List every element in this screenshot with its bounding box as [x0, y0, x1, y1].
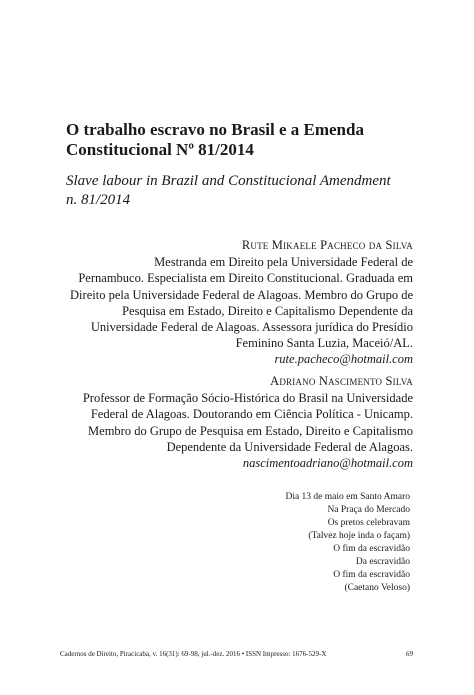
epigraph-line: Na Praça do Mercado	[327, 505, 410, 515]
author-bio-line: Dependente da Universidade Federal de Alagoas.	[166, 439, 413, 454]
page-number: 69	[406, 650, 413, 658]
page-footer	[60, 650, 413, 659]
author-bio-line: Pesquisa em Estado, Direito e Capitalismo Dependente da	[122, 303, 413, 318]
footer-citation: Cadernos de Direito, Piracicaba, v. 16(31): 69-98, jul.-dez. 2016 • ISSN Impresso: 1676-529-X	[60, 650, 327, 658]
subtitle-line: n. 81/2014	[66, 192, 131, 208]
author-name: Adriano Nascimento Silva	[270, 374, 413, 388]
author-block	[60, 237, 413, 368]
title-line: Constitucional Nº 81/2014	[66, 140, 254, 159]
subtitle-line: Slave labour in Brazil and Constitucional Amendment	[66, 173, 391, 189]
author-bio-line: Universidade Federal de Alagoas. Assessora jurídica do Presídio	[90, 320, 413, 335]
epigraph-line: O fim da escravidão	[333, 544, 410, 554]
author-block	[60, 373, 413, 471]
epigraph	[240, 491, 410, 595]
epigraph-line: Da escravidão	[355, 557, 410, 567]
author-bio-line: Pernambuco. Especialista em Direito Constitucional. Graduada em	[78, 271, 413, 286]
epigraph-attribution: (Caetano Veloso)	[344, 583, 410, 593]
author-bio-line: Membro do Grupo de Pesquisa em Estado, Direito e Capitalismo	[88, 423, 413, 438]
epigraph-line: (Talvez hoje inda o façam)	[308, 531, 410, 541]
author-email: nascimentoadriano@hotmail.com	[242, 456, 413, 471]
author-bio-line: Professor de Formação Sócio-Histórica do Brasil na Universidade	[82, 391, 413, 406]
title-line: O trabalho escravo no Brasil e a Emenda	[66, 120, 364, 139]
epigraph-line: O fim da escravidão	[333, 570, 410, 580]
epigraph-line: Dia 13 de maio em Santo Amaro	[285, 492, 410, 502]
author-bio-line: Federal de Alagoas. Doutorando em Ciência Política - Unicamp.	[90, 407, 413, 422]
author-email: rute.pacheco@hotmail.com	[274, 352, 413, 367]
author-bio-line: Feminino Santa Luzia, Maceió/AL.	[235, 336, 413, 351]
author-bio-line: Direito pela Universidade Federal de Alagoas. Membro do Grupo de	[70, 287, 413, 302]
epigraph-line: Os pretos celebravam	[327, 518, 410, 528]
article-title	[66, 120, 426, 160]
article-subtitle	[66, 172, 426, 210]
author-bio-line: Mestranda em Direito pela Universidade Federal de	[154, 255, 413, 270]
author-name: Rute Mikaele Pacheco da Silva	[241, 238, 413, 252]
